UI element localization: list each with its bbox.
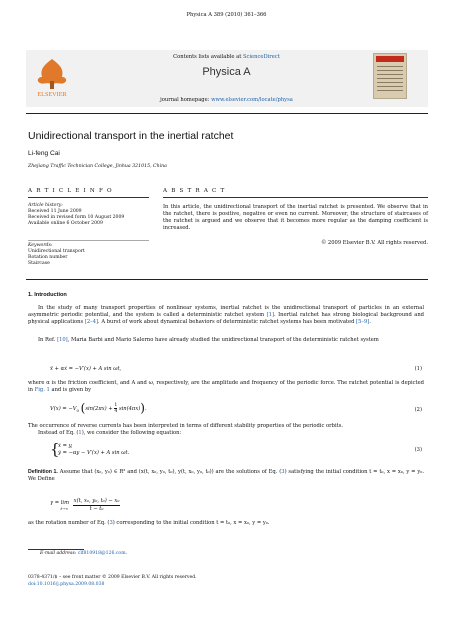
equation-3 xyxy=(50,440,422,459)
fraction-numerator: x(t, x₀, y₀, t₀) − x₀ xyxy=(73,498,120,504)
footnote-divider xyxy=(28,549,84,550)
contents-prefix: Contents lists available at xyxy=(173,54,243,60)
keywords-block xyxy=(28,243,149,267)
text-run: as the rotation number of Eq. ( xyxy=(28,520,110,526)
equation-number: (1) xyxy=(414,366,422,372)
equation-number: (3) xyxy=(414,447,422,453)
intro-paragraph-1 xyxy=(28,305,424,326)
definition-label: Definition 1. xyxy=(28,469,58,475)
author-affiliation: Zhejiang Traffic Technician College, Jinhua 321015, China xyxy=(28,164,167,169)
journal-reference: Physica A 389 (2010) 361–366 xyxy=(186,12,267,18)
article-title: Unidirectional transport in the inertial ratchet xyxy=(28,130,234,142)
brace-left: { xyxy=(50,440,60,458)
article-info-divider xyxy=(28,197,149,198)
equation-subscript: 0 xyxy=(76,408,80,414)
article-info-heading: A R T I C L E I N F O xyxy=(28,188,113,194)
intro-paragraph-3 xyxy=(28,380,424,394)
equation-term: sin(4πx) xyxy=(117,406,141,412)
publisher-wordmark: ELSEVIER xyxy=(37,91,67,98)
equation-term: sin(2πx) + xyxy=(85,406,115,412)
journal-name: Physica A xyxy=(202,66,251,78)
abstract-heading: A B S T R A C T xyxy=(163,188,226,194)
journal-cover-thumbnail xyxy=(373,53,407,99)
text-run: Instead of Eq. ( xyxy=(38,430,79,436)
intro-paragraph-4: The occurrence of reverse currents has been interpreted in terms of different stability properties of the periodic orbits. xyxy=(28,423,344,429)
equation-link[interactable]: 1 xyxy=(78,430,82,436)
equation-line: ẏ = −αy − V′(x) + A sin ωt. xyxy=(58,450,130,456)
equation-system xyxy=(58,443,129,457)
equation-number: (2) xyxy=(414,407,422,413)
homepage-prefix: journal homepage: xyxy=(160,97,212,103)
history-item: Available online 6 October 2009 xyxy=(28,221,103,226)
equation-link[interactable]: 3 xyxy=(109,520,113,526)
author-email-footnote xyxy=(40,551,127,557)
email-link[interactable]: clf810918@126.com xyxy=(77,551,126,556)
text-run: . xyxy=(369,319,371,325)
citation-link[interactable]: [2–4] xyxy=(84,319,99,325)
text-run: ) satisfying the initial condition t = t₀, x = x₀, y = y₀. We Define xyxy=(28,469,424,482)
keywords-divider xyxy=(28,240,149,241)
article-history xyxy=(28,203,149,227)
history-item: Received in revised form 10 August 2009 xyxy=(28,215,125,220)
header-divider xyxy=(26,113,428,114)
keyword-item: Rotation number xyxy=(28,255,68,260)
abstract-divider xyxy=(163,197,428,198)
homepage-link[interactable]: www.elsevier.com/locate/physa xyxy=(211,97,293,103)
equation-1 xyxy=(50,366,422,373)
text-run: . Inertial ratchet has strong biological background and physical applications xyxy=(28,312,424,325)
intro-paragraph-5 xyxy=(28,430,424,437)
equation-body: ẍ + αẋ = −V′(x) + A sin ωt, xyxy=(50,366,122,372)
text-run: ), we consider the following equation: xyxy=(81,430,182,436)
paren-left: ( xyxy=(80,401,86,415)
keyword-item: Staircase xyxy=(28,261,50,266)
citation-link[interactable]: [1] xyxy=(266,312,274,318)
issn-line: 0378-4371/$ – see front matter © 2009 Elsevier B.V. All rights reserved. xyxy=(28,575,197,580)
section-heading-introduction: 1. Introduction xyxy=(28,292,67,298)
text-run: where α is the friction coefficient, and A and ω, respectively, are the amplitude and frequency of the periodic force. The ratchet potential is depicted in xyxy=(28,380,424,393)
equation-link[interactable]: 3 xyxy=(281,469,285,475)
equation-line: ẋ = y, xyxy=(58,443,73,449)
intro-paragraph-6 xyxy=(28,520,424,527)
fraction-numerator: 1 xyxy=(114,403,118,408)
equation-lhs: V(x) = −V xyxy=(50,406,77,412)
text-run: In Ref. xyxy=(38,337,58,343)
history-label: Article history: xyxy=(28,203,63,208)
definition-1 xyxy=(28,469,424,483)
rotation-number-formula xyxy=(50,498,120,514)
fraction-denominator: 4 xyxy=(114,409,118,414)
equation-2: $V(x) = -V_0$ (sin(2πx) + $\frac{1}{4}$ sin(4πx)). (2) xyxy=(50,401,422,415)
citation-link[interactable]: [10] xyxy=(57,337,68,343)
keyword-item: Unidirectional transport xyxy=(28,249,85,254)
text-run: , Maria Barbi and Mario Salerno have already studied the unidirectional transport of the deterministic ratchet system xyxy=(67,337,379,343)
limit-operator xyxy=(50,500,69,511)
email-label: E-mail address: xyxy=(40,551,78,556)
text-run: Assume that (x₀, y₀) ∈ R² and (x(t, x₀, y₀, t₀), y(t, x₀, y₀, t₀)) are the solutions of Eq. ( xyxy=(57,469,282,475)
history-item: Received 11 June 2009 xyxy=(28,209,82,214)
citation-link[interactable]: [5–9] xyxy=(356,319,370,325)
text-run: . A burst of work about dynamical behaviors of deterministic ratchet systems has been motivated xyxy=(98,319,357,325)
author-name: Li-feng Cai xyxy=(28,150,60,157)
text-run: In the study of many transport properties of nonlinear systems, inertial ratchet is the unidirectional transport of particles in an external asymmetric periodic potential, and the system is called a deterministic ratchet system xyxy=(28,305,424,318)
limit-text: γ = lim xyxy=(50,500,69,506)
limit-subscript: t→∞ xyxy=(60,506,69,511)
keywords-label: Keywords: xyxy=(28,243,53,248)
sciencedirect-link[interactable]: ScienceDirect xyxy=(242,54,280,60)
text-run: and is given by xyxy=(49,387,92,393)
fraction-denominator: t − t₀ xyxy=(89,506,104,512)
intro-paragraph-2 xyxy=(28,337,424,344)
text-run: ) corresponding to the initial condition t = t₀, x = x₀, y = y₀. xyxy=(112,520,270,526)
front-matter-divider xyxy=(26,279,428,280)
figure-link[interactable]: Fig. 1 xyxy=(34,387,50,393)
formula-fraction xyxy=(73,498,121,513)
email-tail: . xyxy=(125,551,128,556)
cover-text-lines xyxy=(377,66,403,94)
abstract-text: In this article, the unidirectional transport of the inertial ratchet is presented. We observe that in the ratchet, there is positive, negative or even no current. Moreover, the structure of staircases of the ratchet is argued and we observe that it becomes more regular as the damping coefficient is increased. xyxy=(163,204,428,231)
abstract-copyright: © 2009 Elsevier B.V. All rights reserved. xyxy=(321,240,428,246)
doi-link[interactable]: doi:10.1016/j.physa.2009.08.038 xyxy=(28,582,105,587)
paren-right: ) xyxy=(140,401,145,415)
cover-title-bar xyxy=(376,56,404,62)
